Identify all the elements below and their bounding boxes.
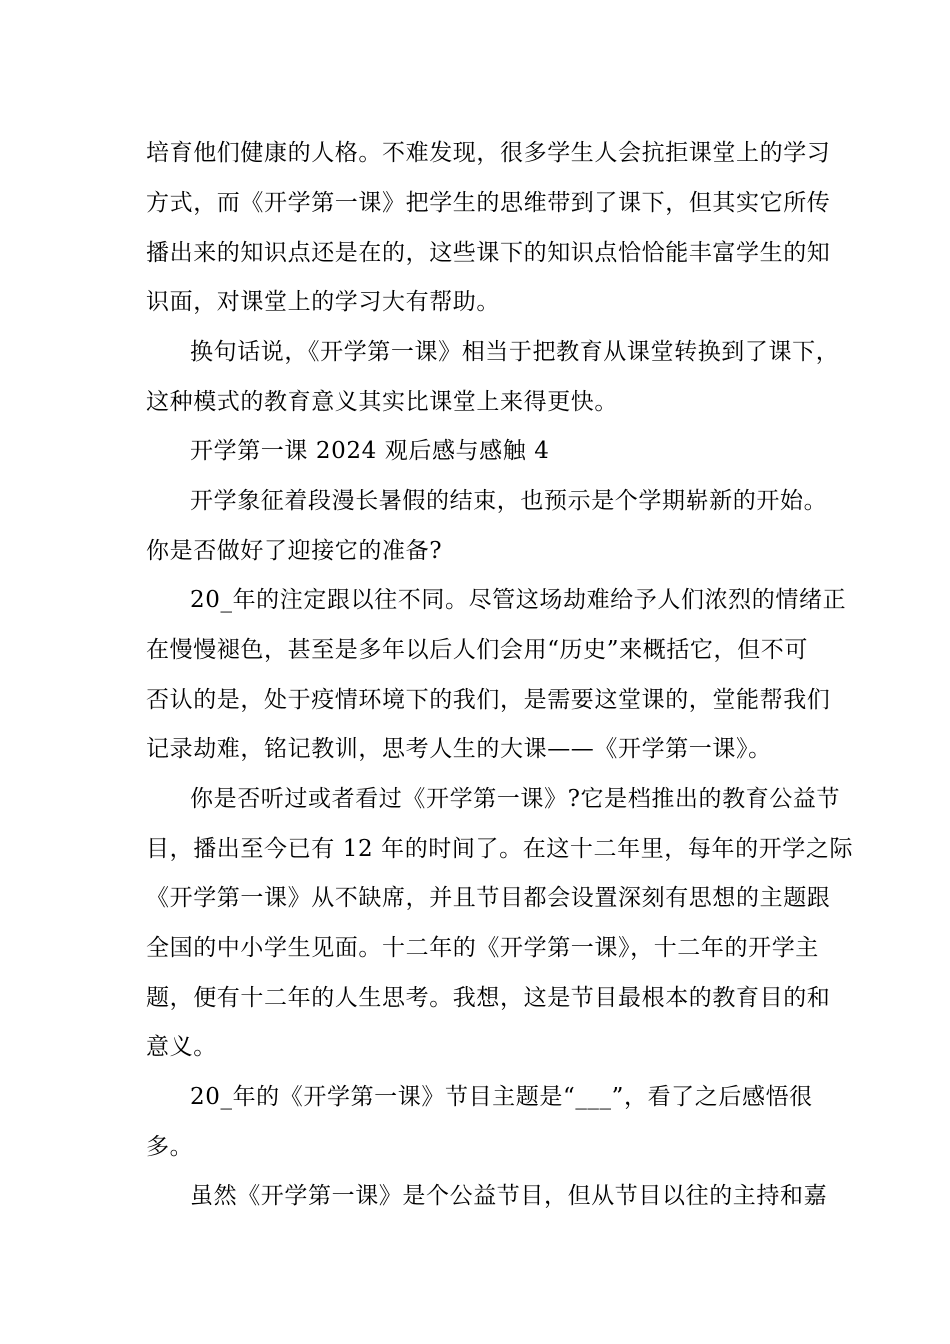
text-line: 这种模式的教育意义其实比课堂上来得更快。 bbox=[146, 389, 618, 415]
text-line: 培育他们健康的人格。不难发现，很多学生人会抗拒课堂上的学习 bbox=[146, 140, 831, 166]
text-line: 《开学第一课》从不缺席，并且节目都会设置深刻有思想的主题跟 bbox=[146, 885, 831, 911]
text-line: 多。 bbox=[146, 1134, 194, 1160]
paragraph-first-line: 你是否听过或者看过《开学第一课》?它是档推出的教育公益节 bbox=[190, 786, 841, 812]
text-line: 目，播出至今已有 12 年的时间了。在这十二年里，每年的开学之际 bbox=[146, 836, 854, 862]
text-line: 你是否做好了迎接它的准备? bbox=[146, 538, 443, 564]
text-line: 在慢慢褪色，甚至是多年以后人们会用“历史”来概括它，但不可 bbox=[146, 637, 808, 663]
paragraph-first-line: 开学象征着段漫长暑假的结束，也预示是个学期崭新的开始。 bbox=[190, 488, 828, 514]
text-line: 方式，而《开学第一课》把学生的思维带到了课下，但其实它所传 bbox=[146, 190, 831, 216]
paragraph-first-line: 换句话说，《开学第一课》相当于把教育从课堂转换到了课下， bbox=[190, 339, 840, 365]
text-line: 记录劫难，铭记教训，思考人生的大课——《开学第一课》。 bbox=[146, 736, 772, 762]
text-line: 否认的是，处于疫情环境下的我们，是需要这堂课的，堂能帮我们 bbox=[146, 687, 831, 713]
text-line: 题，便有十二年的人生思考。我想，这是节目最根本的教育目的和 bbox=[146, 985, 831, 1011]
text-line: 全国的中小学生见面。十二年的《开学第一课》，十二年的开学主 bbox=[146, 935, 819, 961]
section-heading: 开学第一课 2024 观后感与感触 4 bbox=[190, 438, 550, 464]
text-line: 意义。 bbox=[146, 1034, 217, 1060]
text-line: 播出来的知识点还是在的，这些课下的知识点恰恰能丰富学生的知 bbox=[146, 240, 831, 266]
paragraph-first-line: 虽然《开学第一课》是个公益节目，但从节目以往的主持和嘉 bbox=[190, 1183, 828, 1209]
paragraph-first-line: 20_年的《开学第一课》节目主题是“___”，看了之后感悟很 bbox=[190, 1084, 813, 1110]
paragraph-first-line: 20_年的注定跟以往不同。尽管这场劫难给予人们浓烈的情绪正 bbox=[190, 587, 847, 613]
text-line: 识面，对课堂上的学习大有帮助。 bbox=[146, 289, 500, 315]
